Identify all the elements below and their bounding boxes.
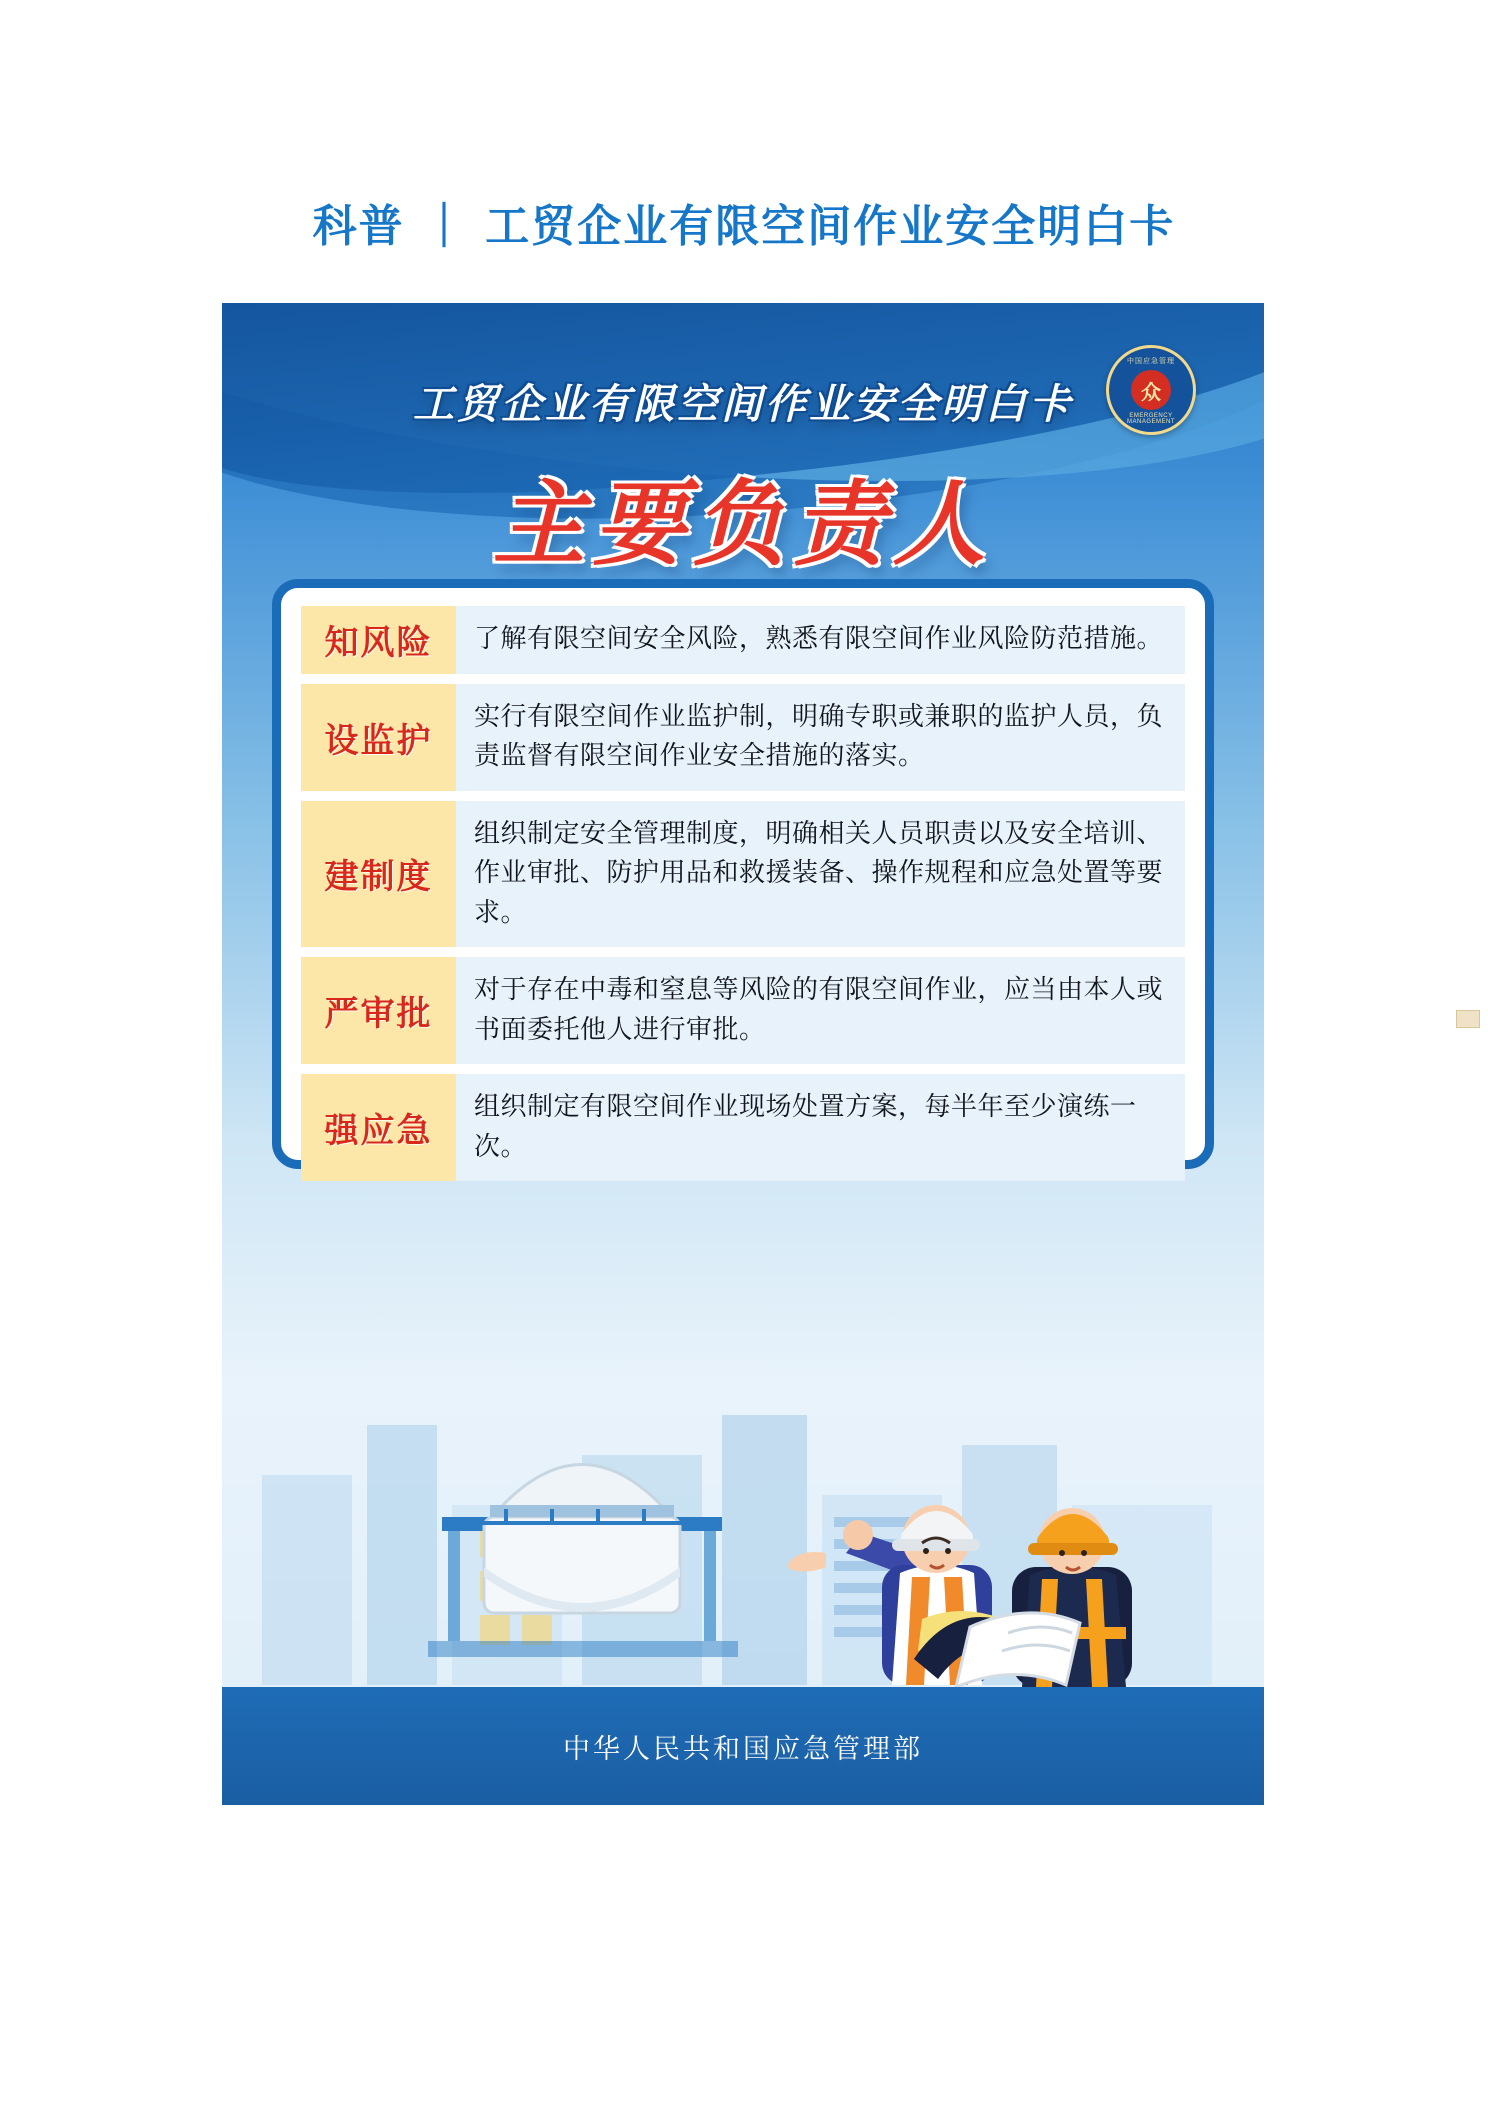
page-title: 科普 ｜ 工贸企业有限空间作业安全明白卡 — [312, 201, 1176, 252]
pointing-hand-illustration — [788, 1552, 826, 1572]
duty-text: 组织制定有限空间作业现场处置方案，每半年至少演练一次。 — [474, 1092, 1137, 1162]
emblem-top-text: 中国应急管理 — [1127, 358, 1175, 365]
duty-text: 实行有限空间作业监护制，明确专职或兼职的监护人员，负责监督有限空间作业安全措施的落实。 — [474, 701, 1164, 772]
workers-illustration — [222, 1327, 1264, 1687]
footer-issuer: 中华人民共和国应急管理部 — [563, 1733, 923, 1765]
duty-tag: 强应急 — [301, 1074, 456, 1181]
storage-tank-illustration — [428, 1465, 738, 1658]
blueprint-paper-illustration — [956, 1613, 1080, 1687]
poster-footer — [222, 1687, 1264, 1805]
page-corner-mark — [1456, 1010, 1480, 1028]
duty-text: 组织制定安全管理制度，明确相关人员职责以及安全培训、作业审批、防护用品和救援装备、操作规程和应急处置等要求。 — [474, 818, 1164, 928]
emergency-management-emblem-icon — [1106, 345, 1196, 435]
duty-tag: 建制度 — [301, 801, 456, 948]
list-item — [301, 1074, 1185, 1181]
poster-kicker-title: 工贸企业有限空间作业安全明白卡 — [413, 380, 1073, 428]
emblem-core-glyph: 众 — [1131, 370, 1171, 410]
duties-card — [272, 579, 1214, 1169]
emblem-bottom-text: EMERGENCY MANAGEMENT — [1126, 413, 1175, 425]
duty-text: 对于存在中毒和窒息等风险的有限空间作业，应当由本人或书面委托他人进行审批。 — [474, 975, 1164, 1045]
poster-main-title: 主要负责人 — [492, 471, 993, 578]
list-item — [301, 801, 1185, 948]
duty-tag: 知风险 — [301, 606, 456, 674]
duty-tag: 设监护 — [301, 684, 456, 791]
list-item — [301, 684, 1185, 791]
list-item — [301, 606, 1185, 674]
list-item — [301, 957, 1185, 1064]
safety-poster — [222, 303, 1264, 1805]
duty-tag: 严审批 — [301, 957, 456, 1064]
duty-text: 了解有限空间安全风险，熟悉有限空间作业风险防范措施。 — [474, 624, 1164, 654]
duties-list — [301, 606, 1185, 1181]
